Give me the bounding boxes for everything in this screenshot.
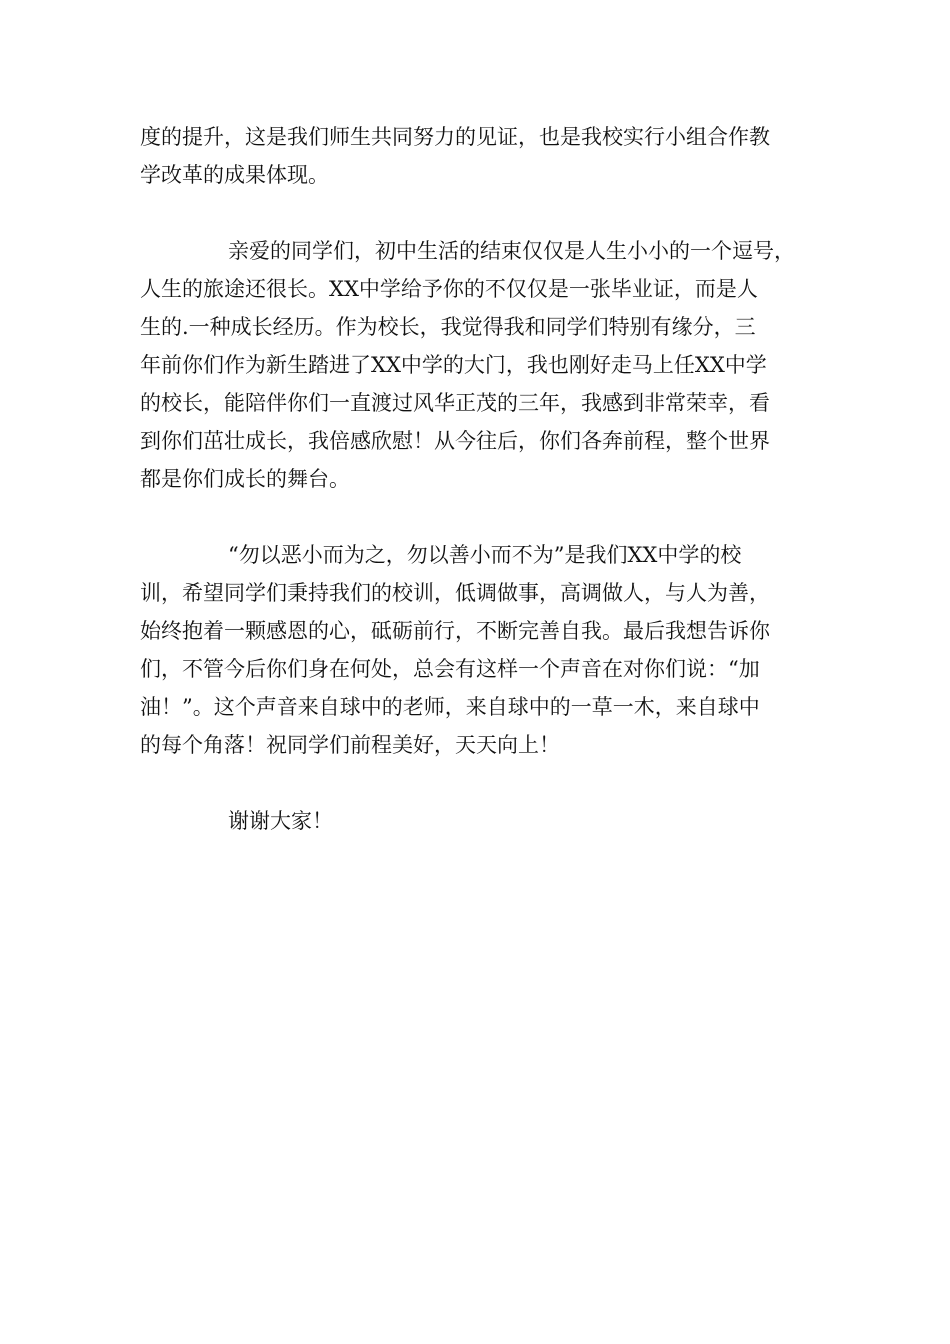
paragraph-2: [140, 232, 815, 498]
paragraph-line: 始终抱着一颗感恩的心，砥砺前行，不断完善自我。最后我想告诉你: [140, 619, 770, 643]
paragraph-line: 训，希望同学们秉持我们的校训，低调做事，高调做人，与人为善，: [140, 581, 770, 605]
paragraph-line: 人生的旅途还很长。XX中学给予你的不仅仅是一张毕业证，而是人: [140, 277, 758, 301]
paragraph-line: 谢谢大家！: [228, 809, 333, 833]
paragraph-line: 度的提升，这是我们师生共同努力的见证，也是我校实行小组合作教: [140, 125, 770, 149]
paragraph-line: 油！”。这个声音来自球中的老师，来自球中的一草一木，来自球中: [140, 695, 760, 719]
paragraph-line: 都是你们成长的舞台。: [140, 467, 350, 491]
paragraph-line: 到你们茁壮成长，我倍感欣慰！从今往后，你们各奔前程，整个世界: [140, 429, 770, 453]
paragraph-line: 们，不管今后你们身在何处，总会有这样一个声音在对你们说：“加: [140, 657, 760, 681]
paragraph-line: 生的.一种成长经历。作为校长，我觉得我和同学们特别有缘分，三: [140, 315, 756, 339]
document-page: [140, 118, 815, 878]
paragraph-line: “勿以恶小而为之，勿以善小而不为”是我们XX中学的校: [228, 543, 742, 567]
paragraph-1: [140, 118, 815, 194]
paragraph-line: 学改革的成果体现。: [140, 163, 329, 187]
paragraph-line: 年前你们作为新生踏进了XX中学的大门，我也刚好走马上任XX中学: [140, 353, 767, 377]
paragraph-line: 的校长，能陪伴你们一直渡过风华正茂的三年，我感到非常荣幸，看: [140, 391, 770, 415]
closing-thanks: [140, 802, 815, 840]
paragraph-line: 的每个角落！祝同学们前程美好，天天向上！: [140, 733, 560, 757]
paragraph-3: [140, 536, 815, 764]
paragraph-line: 亲爱的同学们，初中生活的结束仅仅是人生小小的一个逗号，: [228, 239, 795, 263]
